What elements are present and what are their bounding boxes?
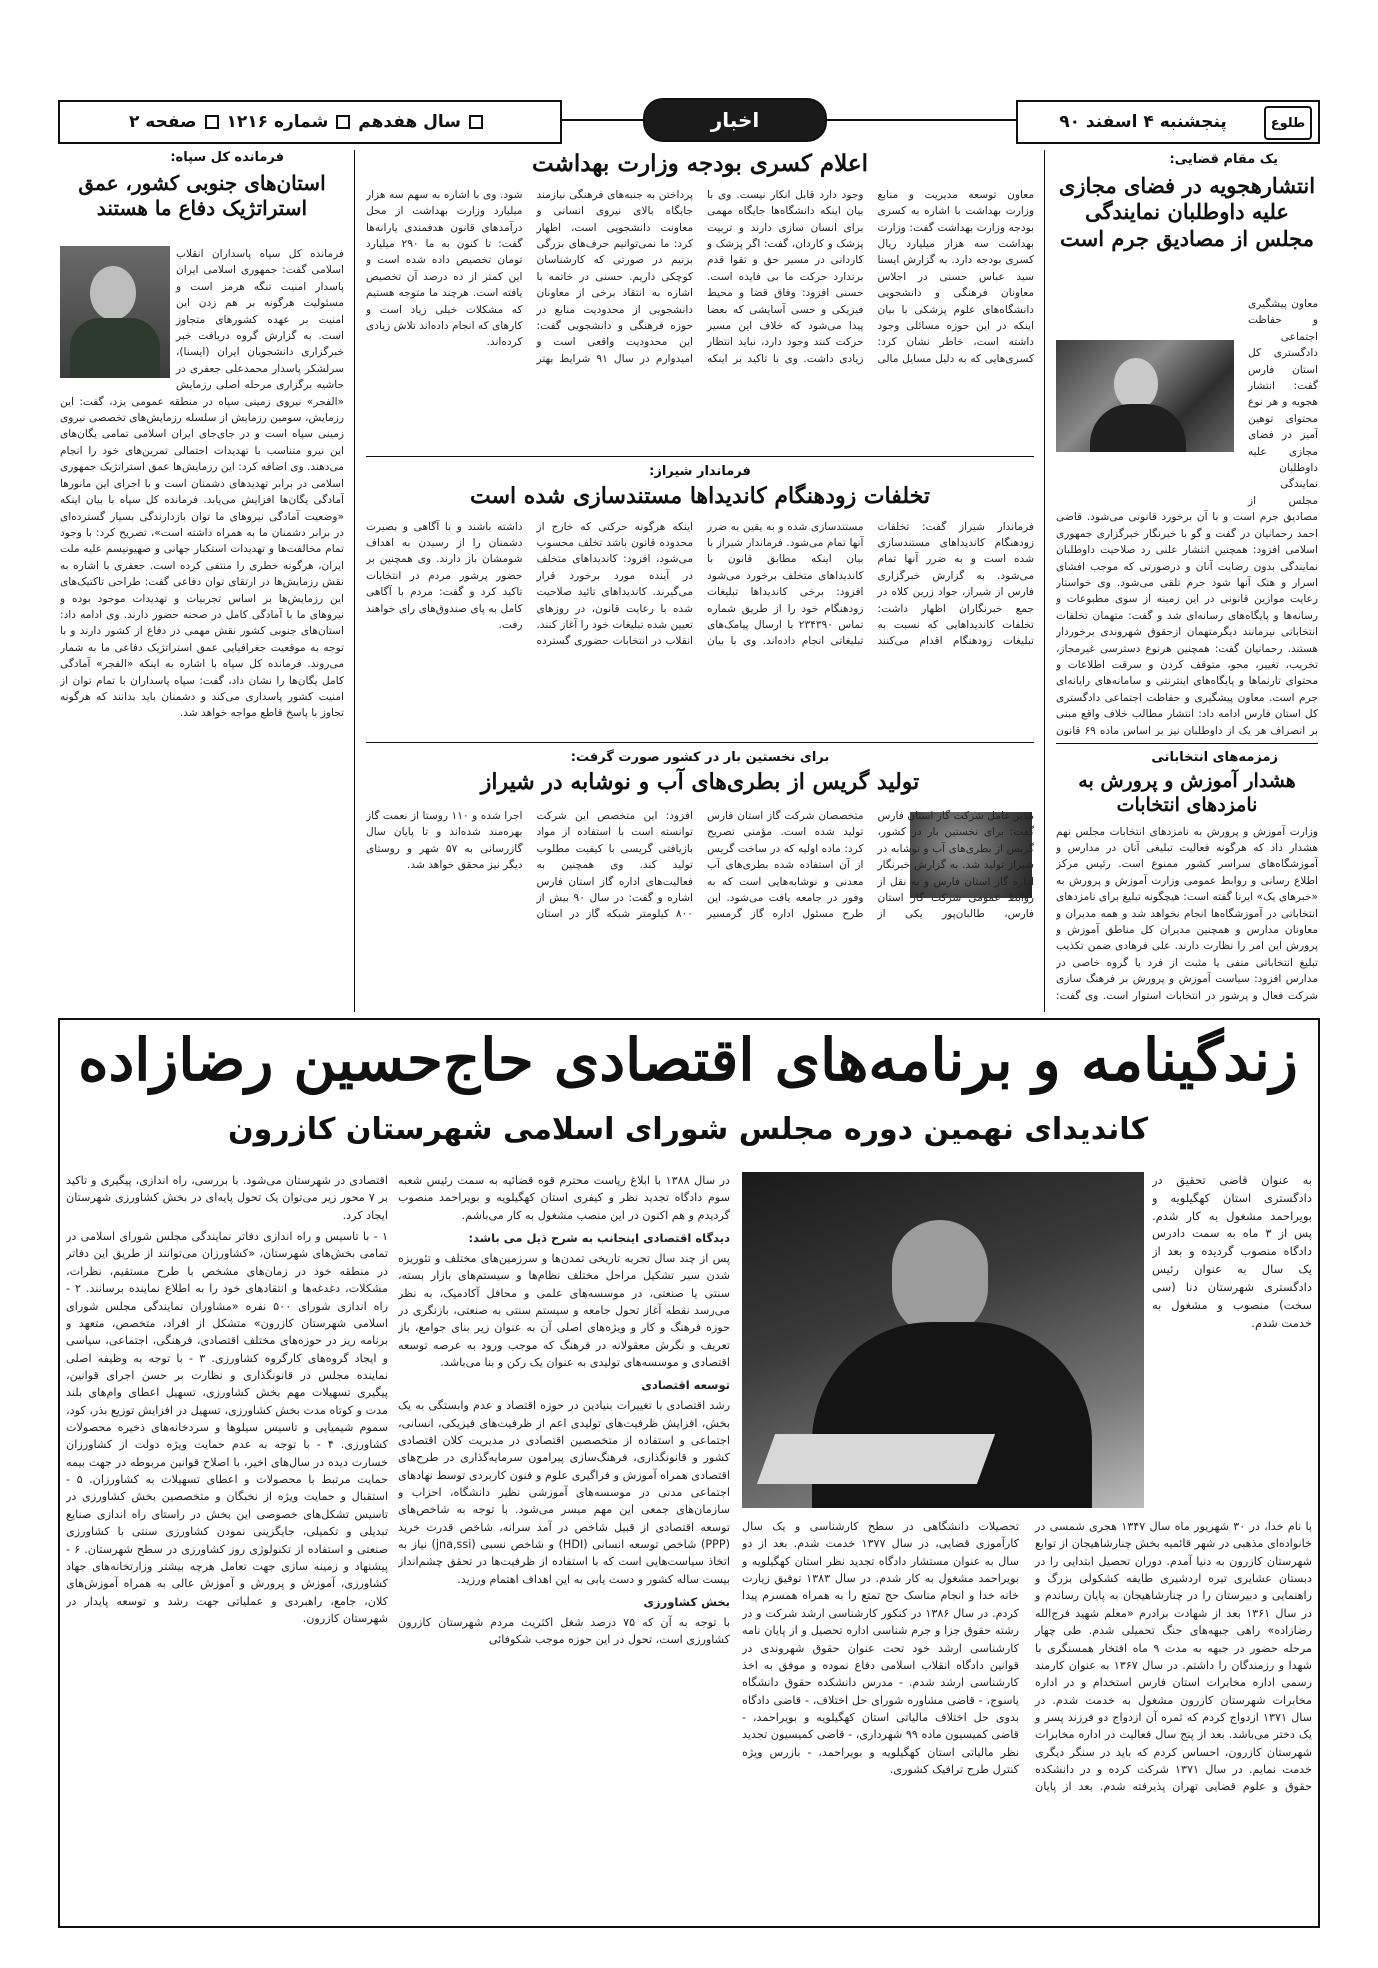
article-headline: هشدار آموزش و پرورش به نامزدهای انتخابات <box>1078 770 1296 816</box>
section-heading: بخش کشاورزی <box>643 1595 730 1610</box>
article-text: معاون پیشگیری و حفاظت اجتماعی دادگستری کل استان فارس گفت: انتشار هجویه و هر نوع محتوای توهین آمیز در فضای مجازی علیه داوطلبان نمایندگی مجلس از مصادیق جرم است و با آن برخورد قانونی می‌شود. قاضی احمد رحمانیان در گفت و گو با خبرنگار خبرگزاری جمهوری اسلامی افزود: همچنین انتشار علنی رد صلاحیت داوطلبان نمایندگی بدون رضایت آنان و درصورتی که موجب افشای اسرار و هتک آنها شود جرم تلقی می‌شود. وی خواستار رعایت موازین قانونی در این زمینه از سوی مطبوعات و رسانه‌ها و پایگاه‌های رسانه‌ای شد و گفت: متهمان تخلفات انتخاباتی نیزمانند دیگرمتهمان ازحقوق شهروندی برخوردار هستند. رحمانیان گفت: همچنین هرنوع دسترسی غیرمجاز، تخریب، تغییر، محو، متوقف کردن و سرقت اطلاعات و محتوای تارنماها و پایگاه‌های اینترنتی و سامانه‌های رایانه‌ای جرم است. معاون پیشگیری و حفاظت اجتماعی دادگستری کل استان فارس ادامه داد: انتشار مطالب خلاف واقع مبنی بر انصراف هر یک از داوطلبان نیز بر اساس ماده ۶۹ قانون <box>1056 298 1318 736</box>
article-cyber-satire <box>1056 152 1318 260</box>
masthead <box>58 100 1320 142</box>
issue-date: پنجشنبه ۴ اسفند ۹۰ <box>1059 112 1227 132</box>
masthead-issue-box <box>58 100 562 144</box>
article-shiraz-violations <box>366 464 1034 731</box>
paragraph: پس از چند سال تجربه تاریخی تمدن‌ها و سرزمین‌های مختلف و تئوریزه شدن سیر تشکیل مراحل مختلف نظام‌ها و سیستم‌های بازار بسته، سنتی یا صنعتی، در موسسه‌های علمی و محافل آکادمیک، به نظر می‌رسد نقطه آغاز تحول جامعه و سیستم سنتی به صنعتی، بازنگری در حوزه فرهنگ و کار و ویژه‌های اصلی آن به عنوان زیر بنای جوامع، باز تعریف و نگرش معقولانه در فرهنگ که موجب ورود به عرصه توسعه اقتصادی و موسسه‌های تولیدی به عنوان یک رکن و بنا می‌باشد. <box>398 1251 730 1370</box>
feature-career-column: به عنوان قاضی تحقیق در دادگستری استان کهگیلویه و بویراحمد مشغول به کار شدم. پس از ۳ ماه به سمت دادرس دادگاه منصوب گردیده و بعد از یک سال به عنوان رئیس دادگستری شهرستان دنا (سی سخت) منصوب و مشغول به خدمت شدم. <box>1152 1173 1312 1330</box>
feature-agriculture-plan <box>66 1172 388 1918</box>
feature-economic-views <box>398 1172 730 1918</box>
article-headline: تخلفات زودهنگام کاندیداها مستندسازی شده است <box>469 483 930 509</box>
article-body: وزارت آموزش و پرورش به نامزدهای انتخابات مجلس نهم هشدار داد که هرگونه فعالیت تبلیغی آنان در مدارس و آموزشگاه‌های سراسر کشور ممنوع است. رئیس مرکز اطلاع رسانی و روابط عمومی وزارت آموزش و پرورش به «خبرهای یک» ایرنا گفته است: هیچگونه تبلیغ برای نامزدهای انتخاباتی در آموزشگاه‌ها انجام نخواهد شد و همه مدیران و معاونان مدارس و همچنین مدیران کل مناطق آموزش و پرورش این امر را نظارت دارند. علی فرهادی ضمن تکذیب تبلیغ انتخاباتی منفی یا مثبت از فرد یا گروه خاصی در مدارس افزود: سیاست آموزش و پرورش بر فرهنگ سازی شرکت فعال و پرشور در انتخابات استوار است. وی گفت: <box>1056 825 1318 1002</box>
article-irgc-commander <box>60 150 344 229</box>
square-bullet-icon <box>205 115 219 129</box>
article-kicker: زمزمه‌های انتخاباتی <box>1151 750 1278 765</box>
issue-number: شماره ۱۲۱۶ <box>226 112 329 132</box>
square-bullet-icon <box>469 115 483 129</box>
numbered-list: ۱ ‑ با تاسیس و راه اندازی دفاتر نمایندگی مجلس شورای اسلامی در تمامی بخش‌های شهرستان، «کشاورزان می‌توانند از طریق این دفاتر در منطقه خود در زمان‌های مشخص با طرح مستقیم، نظرات، مشکلات، دغدغه‌ها و انتقادهای خود را به اطلاع نماینده برسانند. ۲ ‑ راه اندازی شورای ۵۰۰ نفره «مشاوران نمایندگی مجلس شورای اسلامی شهرستان کازرون» متشکل از افراد، متخصص، متعهد و برنامه ریز در حوزه‌های مختلف اقتصادی، فرهنگی، اجتماعی، سیاسی و ایجاد گروه‌های کارگروه کشاورزی. ۳ ‑ با توجه به وظیفه اصلی نماینده مجلس در قانونگذاری و نظارت بر حسن اجرای قوانین، پیگیری تسهیلات مهم بخش کشاورزی، تسهیل اعطای وام‌های بلند مدت و کوتاه مدت بخش کشاورزی، تسهیل در افزایش توزیع بذر، کود، سموم شیمیایی و تاسیس سیلوها و سردخانه‌های ذخیره محصولات کشاورزی. ۴ ‑ با توجه به عدم حمایت ویژه دولت از کشاورزان خسارت دیده در سال‌های اخیر، با اصلاح قوانین مربوطه در جهت بیمه حمایت مرتبط با محصولات و اعطای تسهیلات به کشاورزان. ۵ ‑ استقبال و حمایت ویژه از نخبگان و متخصصین بخش کشاورزی در تاسیس تشکل‌های خصوصی این بخش در راستای راه اندازی صنایع تبدیلی و تکمیلی، جایگزینی نمودن کشاورزی سنتی با کشاورزی صنعتی و استفاده از تکنولوژی روز کشاورزی در سطح شهرستان. ۶ ‑ پیشنهاد و زمینه سازی جهت تعامل هرچه بیشتر وزارتخانه‌های جهاد کشاورزی، آموزش و پرورش و آموزش عالی به همراه آموزش‌های کلان، جامع، راهبردی و عملیاتی جهت رشد و توسعه پایدار در شهرستان کازرون. <box>66 1230 388 1625</box>
paragraph: در سال ۱۳۸۸ با ابلاغ ریاست محترم قوه قضائیه به سمت رئیس شعبه سوم دادگاه تجدید نظر و کیفری استان کهگیلویه و بویراحمد منصوب گردیدم و هم اکنون در این منصب مشغول به کار می‌باشم. <box>398 1174 730 1222</box>
article-headline: تولید گریس از بطری‌های آب و نوشابه در شیراز <box>480 769 920 795</box>
article-body: معاون توسعه مدیریت و منابع وزارت بهداشت با اشاره به کسری بودجه وزارت بهداشت گفت: وزارت بهداشت سه هزار میلیارد ریال کسری بودجه دارد. به گزارش ایسنا سید عباس حسنی در اجلاس معاونان فرهنگی و دانشجویی دانشگاه‌های علوم پزشکی با بیان اینکه در این حوزه مسائلی وجود داشته است، خاطر نشان کرد: کسری‌هایی که به دلیل مسایل مالی وجود دارد قابل انکار نیست. وی با بیان اینکه دانشگاه‌ها جایگاه مهمی برای انسان سازی دارند و تربیت پزشک و کاردان، گفت: اگر پزشک و کاردانی در مسیر حق و تقوا قدم برندارد حرکت ما بی فایده است. حسنی افزود: وفاق قضا و محیط فیزیکی و حسی آسایشی که بعضا پیدا می‌شود که خلاف این مسیر حرکت کنند وجود دارد، نباید انتظار زیادی داشت. وی با تاکید بر اینکه پرداختن به جنبه‌های فرهنگی نیازمند جایگاه بالای نیروی انسانی و معاونت دانشجویی است، اظهار کرد: ما نمی‌توانیم حرف‌های بزرگی بزنیم در صورتی که کارشناسان کوچکی داریم. حسنی در خاتمه با اشاره به انتقاد برخی از معاونان دانشجویی از محدودیت منابع در حوزه فرهنگی و دانشجویی گفت: این محدودیت واقعی است و امیدوارم در سال ۹۱ شرایط بهتر شود. وی با اشاره به سهم سه هزار میلیارد وزارت بهداشت از محل درآمدهای قانون هدفمندی یارانه‌ها گفت: تا کنون به ما ۲۹۰ میلیارد تومان تخصیص داده شده است و این کمتر از ده درصد آن تخصیص یافته است. هرچند ما متوجه هستیم که مشکلات خیلی زیاد است و کارهای که انجام داده‌اند تلاش زیادی کرده‌اند. <box>366 188 1034 365</box>
biography-text: با نام خدا، در ۳۰ شهریور ماه سال ۱۳۴۷ هجری شمسی در خانواده‌ای مذهبی در شهر قائمیه بخش چنارشاهیجان از توابع شهرستان کازرون به دنیا آمدم. دوران تحصیل ابتدایی را در دبستان عشایری تیره اردشیری طایفه کشکولی بزرگ و راهنمایی و دبیرستان را در چنارشاهیجان به پایان رساندم و در سال ۱۳۶۱ بعد از شهادت برادرم «معلم شهید فرج‌الله رضازاده» راهی جبهه‌های جنگ تحمیلی شدم. طی چهار مرحله حضور در جبهه به مدت ۹ ماه افتخار همسنگری با شهدا و رزمندگان را داشتم. در سال ۱۳۶۷ به عنوان کارمند رسمی اداره مخابرات استان فارس استخدام و در اداره مخابرات شهرستان کازرون مشغول به خدمت شدم. در سال ۱۳۷۱ ازدواج کردم که ثمره آن ازدواج دو فرزند پسر و یک دختر می‌باشد. بعد از پنج سال فعالیت در اداره مخابرات شهرستان کازرون، احساس کردم که باید در سنگر دیگری خدمت نمایم. در سال ۱۳۷۱ شرکت کرده و در دانشکده حقوق و علوم قضایی تهران پذیرفته شدم. بعد از پایان تحصیلات دانشگاهی در سطح کارشناسی و یک سال کارآموزی قضایی، در سال ۱۳۷۷ خدمت شدم. بعد از دو سال به عنوان مستشار دادگاه تجدید نظر استان کهگیلویه و بویراحمد مشغول به کار شدم. در سال ۱۳۸۳ توفیق زیارت خانه خدا و انجام مناسک حج تمتع را به همراه همسرم پیدا کردم. در سال ۱۳۸۶ در کنکور کارشناسی ارشد شرکت و در رشته حقوق جزا و جرم شناسی اداره تحصیل و از پایان نامه کارشناسی ارشد خود تحت عنوان حقوق شهروندی در قوانین دادگاه انقلاب اسلامی دفاع نموده و موفق به اخذ کارشناسی ارشد شدم. ‑ مدرس دانشکده حقوق دانشگاه یاسوج، ‑ قاضی مشاوره شورای حل اختلاف، ‑ قاضی دادگاه بدوی حل اختلاف مالیاتی استان کهگیلویه و بویراحمد، ‑ قاضی کمیسیون ماده ۹۹ شهرداری، ‑ قاضی کمیسیون تجدید نظر مالیاتی استان کهگیلویه و بویراحمد، ‑ بازرس ویژه کنترل طرح ترافیک کشوری. <box>742 1520 1312 1794</box>
feature-subheadline: کاندیدای نهمین دوره مجلس شورای اسلامی شهرستان کازرون <box>227 1112 1149 1147</box>
article-headline: استان‌های جنوبی کشور، عمق استراتژیک دفاع ما هستند <box>78 171 326 220</box>
article-divider <box>1056 743 1318 744</box>
article-education-warning <box>1056 750 1318 1006</box>
feature-headline: زندگینامه و برنامه‌های اقتصادی حاج‌حسین رضازاده <box>78 1026 1298 1094</box>
feature-biography <box>742 1518 1312 1918</box>
article-text: مدیر عامل شرکت گاز استان فارس گفت: برای نخستین بار در کشور، گریس از بطری‌های آب و نوشابه در شیراز تولید شد. به گزارش خبرنگار اداره گاز استان فارس و به نقل از روابط عمومی شرکت گاز استان فارس، طالبان‌پور یکی از متخصصان شرکت گاز استان فارس تولید شده است. مؤمنی تصریح کرد: ماده اولیه که در ساخت گریس از آن استفاده شده بطری‌های آب معدنی و نوشابه‌هایی است که به وفور در جامعه یافت می‌شود. این طرح مسئول اداره گاز گرمسیر افزود: این متخصص این شرکت توانسته است با استفاده از مواد بازیافتی گریسی با کیفیت مطلوب تولید کند. وی همچنین به فعالیت‌های اداره گاز استان فارس اشاره و گفت: در سال ۹۰ بیش از ۸۰۰ کیلومتر شبکه گاز در استان اجرا شده و ۱۱۰ روستا از نعمت گاز بهره‌مند شده‌اند و تا پایان سال گازرسانی به ۵۷ شهر و روستای دیگر نیز محقق خواهد شد. <box>366 810 1034 921</box>
masthead-date-box <box>1016 100 1320 144</box>
article-kicker: یک مقام قضایی: <box>1169 152 1278 167</box>
paragraph: با توجه به آن که ۷۵ درصد شغل اکثریت مردم شهرستان کازرون کشاورزی است، تحول در این حوزه موجب شکوفائی <box>398 1615 730 1647</box>
square-bullet-icon <box>336 115 350 129</box>
article-text: فرمانده کل سپاه پاسداران انقلاب اسلامی گفت: جمهوری اسلامی ایران پاسدار امنیت تنگه هرمز است و مسئولیت هرگونه بر هم زدن این امنیت بر عهده کشورهای متجاوز است. به گزارش گروه دریافت خبر خبرگزاری دانشجویان ایران (ایسنا)، سرلشکر پاسدار محمدعلی جعفری در حاشیه برگزاری مرحله اصلی رزمایش «الفجر» نیروی زمینی سپاه در منطقه عمومی یزد، گفت: این رزمایش، سومین رزمایش از سلسله رزمایش‌های تخصصی نیروی زمینی سپاه است و در جای‌جای ایران اسلامی تمامی یگان‌های این نیرو متناسب با تهدیدات احتمالی تمرین‌های خود را انجام می‌دهند. وی اضافه کرد: این رزمایش‌ها عمق استراتژیک جمهوری اسلامی در برابر تهدیدهای دشمنان است و با اجرای این مانورها آمادگی یگان‌ها افزایش می‌یابد. فرمانده کل سپاه با بیان اینکه «وضعیت آمادگی نیروهای ما توان بازدارندگی بسیار گسترده‌ای در برابر دشمنان ما به همراه داشته است»، تصریح کرد: با وجود تمام مخالفت‌ها و تهدیدات استکبار جهانی و صهیونیسم علیه ملت ایران، هرگونه خطری را منتفی کرده است. جعفری با اشاره به نقش رزمایش‌ها در ارتقای توان دفاعی گفت: طراحی تاکتیک‌های این رزمایش‌ها بر اساس تجربیات و تهدیدات موجود بوده و نیروهای ما با آمادگی کامل در صحنه حضور دارند. وی ادامه داد: استان‌های جنوبی کشور نقش مهمی در دفاع از کشور دارند و با توجه به موقعیت جغرافیایی عمق استراتژیک دفاعی ما به شمار می‌روند. فرمانده کل سپاه با اشاره به اینکه «الفجر» آمادگی کامل یگان‌ها را نشان داد، گفت: سپاه پاسداران با تمام توان از امنیت کشور پاسداری می‌کند و دشمنان باید بدانند که هرگونه تجاوز با پاسخ قاطع مواجه خواهد شد. <box>60 248 344 720</box>
newspaper-logo: طلوع <box>1264 106 1312 140</box>
article-body <box>366 808 1034 1008</box>
article-grease-production <box>366 750 1034 805</box>
article-divider <box>366 742 1034 743</box>
section-label: اخبار <box>643 98 827 142</box>
article-body: فرماندار شیراز گفت: تخلفات زودهنگام کاندیداهای مستندسازی شده است و به ضرر آنها تمام می‌شود. به گزارش خبرگزاری فارس از شیراز، جواد زرین کلاه در جمع خبرنگاران اظهار داشت: تخلفات کاندیداهایی که نسبت به تبلیغات زودهنگام اقدام می‌کنند مستندسازی شده و به یقین به ضرر آنها تمام می‌شود. فرماندار شیراز با بیان اینکه مطابق قانون با کاندیداهای متخلف برخورد می‌شود افزود: برخی کاندیداها تبلیغات زودهنگام خود را از طریق شماره تماس ۲۳۴۳۹۰ با ارسال پیامک‌های تبلیغاتی انجام داده‌اند. وی با بیان اینکه هرگونه حرکتی که خارج از محدوده قانون باشد تخلف محسوب می‌شود، افزود: کاندیداهای متخلف در آینده مورد برخورد قرار می‌گیرند. کاندیداهای تائید صلاحیت شده با رعایت قانون، در روزهای تعیین شده تبلیغات خود را آغاز کنند. انقلاب در انتخابات حضوری گسترده داشته باشند و با آگاهی و بصیرت دشمنان را از رسیدن به اهداف شومشان باز دارند. وی همچنین بر حضور پرشور مردم در انتخابات تاکید کرد و گفت: مردم با آگاهی کامل به پای صندوق‌های رای خواهند رفت. <box>366 520 1034 648</box>
article-divider <box>366 456 1034 457</box>
section-heading: دیدگاه اقتصادی اینجانب به شرح ذیل می باشد: <box>468 1231 730 1246</box>
article-headline: اعلام کسری بودجه وزارت بهداشت <box>531 150 869 177</box>
column-divider <box>354 150 355 1012</box>
column-divider <box>1044 150 1045 1012</box>
article-body <box>1056 296 1318 736</box>
paragraph: رشد اقتصادی با تغییرات بنیادین در حوزه اقتصاد و عدم وابستگی به یک بخش، افزایش ظرفیت‌های تولیدی اعم از ظرفیت‌های فیزیکی، انسانی، اجتماعی و استفاده از متخصصین اقتصادی در مدیریت کلان اقتصادی کشور و قانونگذاری، فرهنگ‌سازی پیرامون سرمایه‌گذاری در طرح‌های اقتصادی همراه آموزش و فراگیری علوم و فنون کاربردی توسط نهادهای اجتماعی مدنی در موسسه‌های آموزشی نظیر دانشگاه، احزاب و سازمان‌های جمعی این مهم میسر می‌شود. با توجه به شاخص‌های توسعه اقتصادی از قبیل شاخص در آمد سرانه، شاخص قدرت خرید (PPP) شاخص توسعه انسانی (HDI) و شاخص نسبی (jna,ssi) نیاز به اتخاذ سیاست‌هایی است که با استفاده از ظرفیت‌ها در تحقق چشم‌انداز بیست ساله کشور و دست یابی به این اهداف اهتمام ورزید. <box>398 1399 730 1586</box>
article-headline: انتشارهجویه در فضای مجازی علیه داوطلبان نمایندگی مجلس از مصادیق جرم است <box>1058 173 1316 251</box>
article-kicker: فرمانده کل سپاه: <box>170 150 284 165</box>
article-body <box>60 246 344 1010</box>
candidate-photo <box>742 1172 1144 1508</box>
paragraph: اقتصادی در شهرستان می‌شود. با بررسی، راه اندازی، پیگیری و تاکید بر ۷ محور زیر می‌توان یک تحول پایه‌ای در بخش کشاورزی شهرستان ایجاد کرد. <box>66 1174 388 1222</box>
page-number: صفحه ۲ <box>128 112 197 132</box>
issue-year: سال هفدهم <box>358 112 462 132</box>
article-kicker: برای نخستین بار در کشور صورت گرفت: <box>570 750 830 765</box>
article-health-budget <box>366 150 1034 459</box>
section-heading: توسعه اقتصادی <box>641 1378 730 1393</box>
article-kicker: فرماندار شیراز: <box>649 464 751 479</box>
